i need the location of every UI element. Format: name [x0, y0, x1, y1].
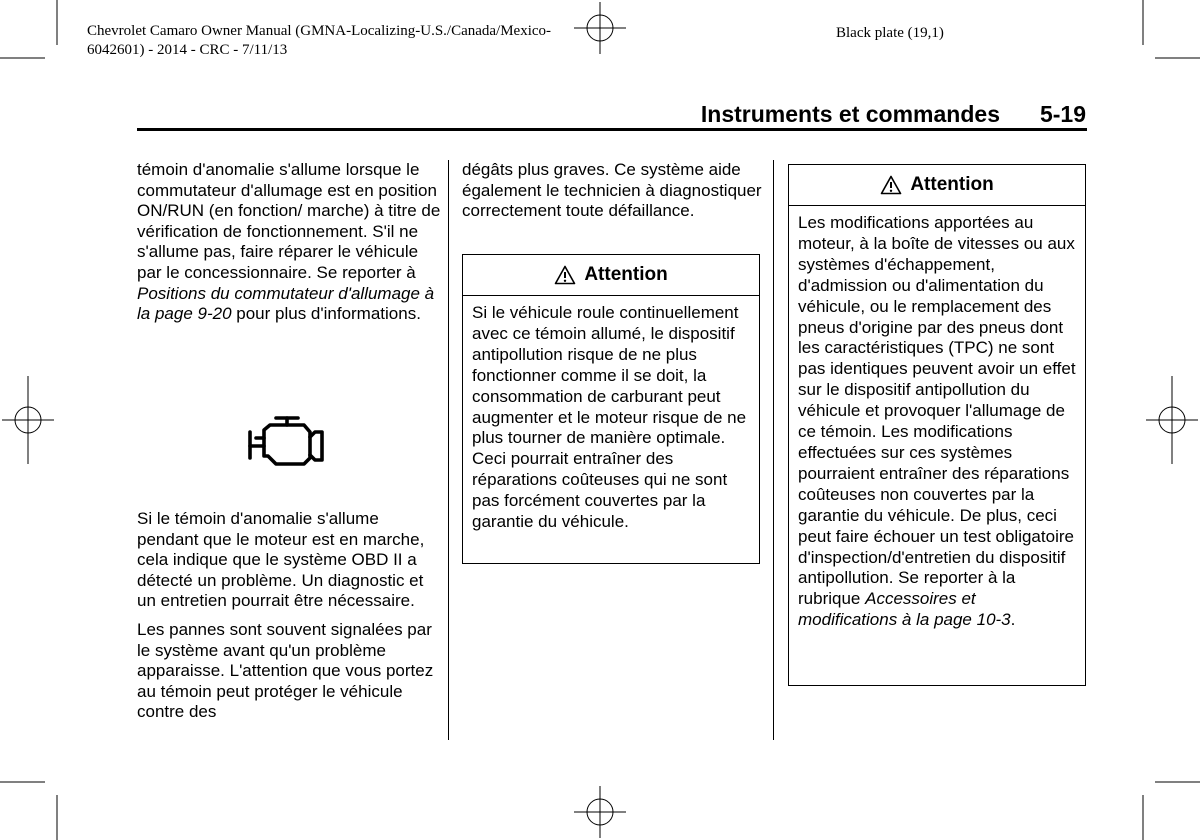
warning-header — [463, 255, 759, 296]
warning-box-emissions — [462, 254, 760, 564]
warning-title: Attention — [584, 264, 668, 285]
cross-reference-accessories[interactable]: Accessoires et modifications à la page 10-3 — [798, 589, 1011, 630]
column-divider-1 — [448, 160, 449, 740]
print-meta-line1: Chevrolet Camaro Owner Manual (GMNA-Localizing-U.S./Canada/Mexico- — [87, 23, 552, 39]
cross-reference-ignition[interactable]: Positions du commutateur d'allumage à la page 9-20 — [137, 283, 435, 324]
warning-header — [789, 165, 1085, 206]
paragraph-failures: Les pannes sont souvent signalées par le système avant qu'un problème apparaisse. L'attention que vous portez au témoin peut protéger le véhicule contre des — [137, 619, 434, 722]
column-1-bottom — [137, 509, 442, 723]
registration-target-bottom — [574, 786, 626, 838]
paragraph-malfunction: Si le témoin d'anomalie s'allume pendant que le moteur est en marche, cela indique que le système OBD II a détecté un problème. Un diagnostic et un entretien pourrait être nécessaire. — [137, 509, 425, 611]
column-2-top — [462, 160, 762, 222]
page-number: 5-19 — [1039, 101, 1086, 127]
warning-title: Attention — [910, 174, 994, 195]
warning-triangle-icon — [880, 175, 902, 195]
warning-body: Si le véhicule roule continuellement avec ce témoin allumé, le dispositif antipollution risque de ne plus fonctionner comme il se doit, la consommation de carburant peut augmenter et le moteur risque de ne plus tourner de manière optimale. Ceci pourrait entraîner des réparations coûteuses qui ne sont pas forcément couvertes par la garantie du véhicule. — [472, 303, 747, 532]
paragraph-indicator-check: témoin d'anomalie s'allume lorsque le commutateur d'allumage est en position ON/RUN (en fonction/ marche) à titre de vérification de fonctionnement. S'il ne s'allume pas, faire réparer le véhicule par le concessionnaire. Se reporter à Positions du commutateur d'allumage à la page 9-20 pour plus d'informations. — [137, 160, 441, 324]
section-title: Instruments et commandes — [700, 101, 1000, 127]
warning-triangle-icon — [554, 265, 576, 285]
paragraph-damage: dégâts plus graves. Ce système aide également le technicien à diagnostiquer correctement toute défaillance. — [462, 160, 762, 221]
check-engine-icon — [246, 410, 328, 472]
warning-box-modifications — [788, 164, 1086, 686]
column-1-top — [137, 160, 442, 325]
column-divider-2 — [773, 160, 774, 740]
print-meta-line2: 6042601) - 2014 - CRC - 7/11/13 — [87, 42, 288, 58]
warning-body: Les modifications apportées au moteur, à la boîte de vitesses ou aux systèmes d'échappement, d'admission ou d'alimentation du véhicule, ou le remplacement des pneus d'origine par des pneus dont les caractéristiques (TPC) ne sont pas identiques peuvent avoir un effet sur le dispositif antipollution du véhicule et provoquer l'allumage de ce témoin. Les modifications effectuées sur ces systèmes pourraient entraîner des réparations coûteuses non couvertes par la garantie du véhicule. De plus, ceci peut faire échouer un test obligatoire d'inspection/d'entretien du dispositif antipollution. Se reporter à la rubrique Accessoires et modifications à la page 10-3. — [798, 213, 1076, 630]
registration-target-right — [1146, 376, 1198, 464]
registration-target-left — [2, 376, 54, 464]
plate-label: Black plate (19,1) — [836, 25, 944, 41]
header-rule — [137, 128, 1087, 131]
registration-target-top — [574, 2, 626, 54]
